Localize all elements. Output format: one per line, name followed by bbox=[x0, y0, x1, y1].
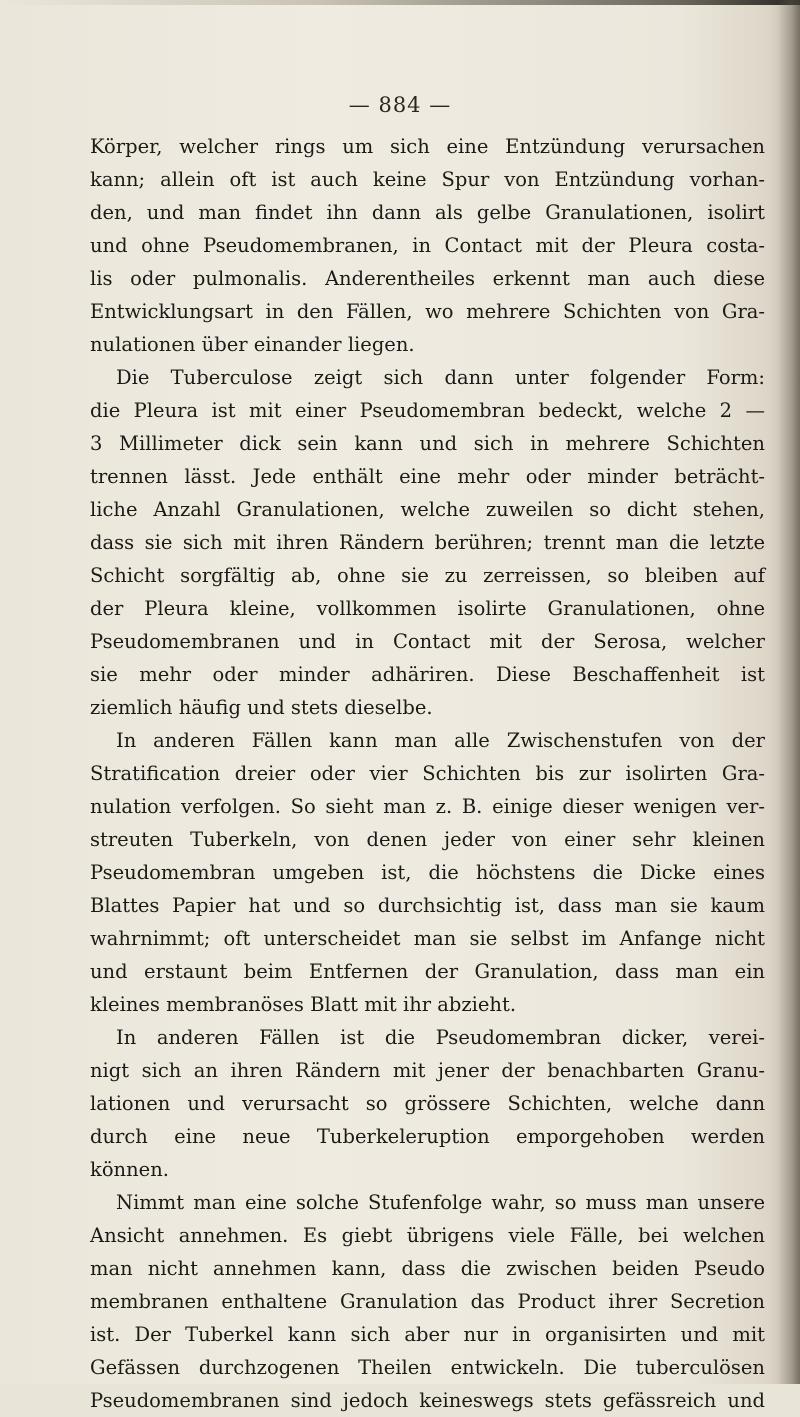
text-line: lis oder pulmonalis. Anderentheiles erkennt man auch diese bbox=[90, 267, 765, 290]
text-line: durch eine neue Tuberkeleruption emporgehoben werden bbox=[90, 1125, 765, 1148]
text-line: streuten Tuberkeln, von denen jeder von einer sehr kleinen bbox=[90, 828, 765, 851]
text-line: Pseudomembranen und in Contact mit der Serosa, welcher bbox=[90, 630, 765, 653]
text-line: und ohne Pseudomembranen, in Contact mit der Pleura costa- bbox=[90, 234, 765, 257]
text-line: man nicht annehmen kann, dass die zwischen beiden Pseudo bbox=[90, 1257, 765, 1280]
text-line: der Pleura kleine, vollkommen isolirte Granulationen, ohne bbox=[90, 597, 765, 620]
text-line: nulation verfolgen. So sieht man z. B. einige dieser wenigen ver- bbox=[90, 795, 765, 818]
text-line: kleines membranöses Blatt mit ihr abzieht. bbox=[90, 993, 517, 1016]
page-gutter-shadow bbox=[778, 0, 800, 1384]
text-line: ist. Der Tuberkel kann sich aber nur in organisirten und mit bbox=[90, 1323, 765, 1346]
text-line: die Pleura ist mit einer Pseudomembran bedeckt, welche 2 — bbox=[90, 399, 765, 422]
paragraph-start-line: Die Tuberculose zeigt sich dann unter folgender Form: bbox=[116, 366, 765, 389]
paragraph-start-line: Nimmt man eine solche Stufenfolge wahr, so muss man unsere bbox=[116, 1191, 765, 1214]
paragraph-start-line: In anderen Fällen ist die Pseudomembran dicker, verei- bbox=[116, 1026, 765, 1049]
text-line: Schicht sorgfältig ab, ohne sie zu zerreissen, so bleiben auf bbox=[90, 564, 765, 587]
text-line: Stratification dreier oder vier Schichten bis zur isolirten Gra- bbox=[90, 762, 765, 785]
body-text bbox=[90, 130, 765, 1417]
text-line: Blattes Papier hat und so durchsichtig ist, dass man sie kaum bbox=[90, 894, 765, 917]
text-line: den, und man findet ihn dann als gelbe Granulationen, isolirt bbox=[90, 201, 765, 224]
text-line: sie mehr oder minder adhäriren. Diese Beschaffenheit ist bbox=[90, 663, 765, 686]
page-number: — 884 — bbox=[348, 93, 452, 117]
text-line: Pseudomembranen sind jedoch keineswegs stets gefässreich und bbox=[90, 1389, 765, 1412]
text-line: membranen enthaltene Granulation das Product ihrer Secretion bbox=[90, 1290, 765, 1313]
text-line: Ansicht annehmen. Es giebt übrigens viele Fälle, bei welchen bbox=[90, 1224, 765, 1247]
text-line: lationen und verursacht so grössere Schichten, welche dann bbox=[90, 1092, 765, 1115]
text-line: wahrnimmt; oft unterscheidet man sie selbst im Anfange nicht bbox=[90, 927, 765, 950]
text-line: und erstaunt beim Entfernen der Granulation, dass man ein bbox=[90, 960, 765, 983]
text-line: 3 Millimeter dick sein kann und sich in mehrere Schichten bbox=[90, 432, 765, 455]
text-line: ziemlich häufig und stets dieselbe. bbox=[90, 696, 433, 719]
paragraph-start-line: In anderen Fällen kann man alle Zwischenstufen von der bbox=[116, 729, 765, 752]
text-line: dass sie sich mit ihren Rändern berühren; trennt man die letzte bbox=[90, 531, 765, 554]
text-line: nigt sich an ihren Rändern mit jener der benachbarten Granu- bbox=[90, 1059, 765, 1082]
text-line: liche Anzahl Granulationen, welche zuweilen so dicht stehen, bbox=[90, 498, 765, 521]
text-line: kann; allein oft ist auch keine Spur von Entzündung vorhan- bbox=[90, 168, 765, 191]
text-line: Gefässen durchzogenen Theilen entwickeln. Die tuberculösen bbox=[90, 1356, 765, 1379]
text-line: Pseudomembran umgeben ist, die höchstens die Dicke eines bbox=[90, 861, 765, 884]
text-line: nulationen über einander liegen. bbox=[90, 333, 415, 356]
text-line: können. bbox=[90, 1158, 169, 1181]
page-top-edge bbox=[0, 0, 800, 5]
text-line: Entwicklungsart in den Fällen, wo mehrere Schichten von Gra- bbox=[90, 300, 765, 323]
text-line: trennen lässt. Jede enthält eine mehr oder minder beträcht- bbox=[90, 465, 765, 488]
text-line: Körper, welcher rings um sich eine Entzündung verursachen bbox=[90, 135, 765, 158]
